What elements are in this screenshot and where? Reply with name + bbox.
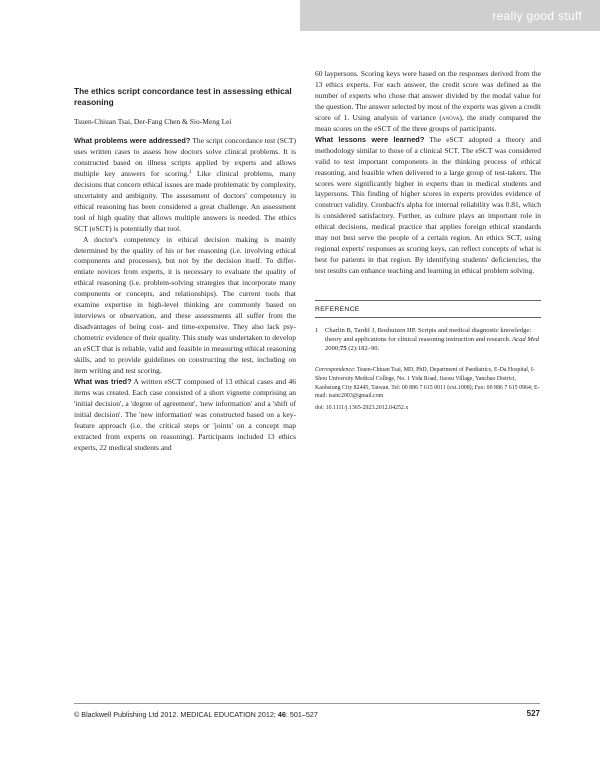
reference-text [325,326,541,353]
paragraph-problems [74,136,296,235]
reference-number: 1 [315,327,319,335]
section-banner [300,0,600,31]
correspondence-text: : Tsuen-Chiuan Tsai, MD, PhD, Department of Paediatrics, E-Da Hospital, I-Shou University Medical College, No. 1 Yida Road, Jiaosu Village, Yanchao District, Kaohsiung City 82445, Taiwan. Tel: 00 886 7 615 0011 (ext.1008); Fax: 00 886 7 615 0964; E-mail: tsaitc2003@gmail.com [315,367,540,400]
heading-lessons: What lessons were learned? [315,134,425,144]
reference-citation: Charlin B, Tardif J, Boshuizen HP. Scripts and medical diagnostic knowledge: theory and applications for clinical reasoning instruction and research. [325,327,532,344]
paragraph-text: A written eSCT composed of 13 ethical cases and 46 items was created. Each case consisted of a short vignette comprising an 'initial decision', a 'degree of agreement', 'new information' and a 'shift of initial decision'. The 'new information' was constructed based on a key-feature approach (i.e. the critical steps or 'joints' on a concept map extracted from experts on reasoning). Participants included 13 ethics experts, 22 medical students and [74,376,296,452]
paragraph-text: 60 laypersons. Scoring keys were based on the responses derived from the 13 ethics experts. For each answer, the credit score was defined as the number of experts who chose that answer divided by the modal value for the question. The answer selected by most of the experts was given a credit score of 1. Using analysis of variance ( [315,69,541,122]
paragraph-scoring [315,69,541,135]
doi[interactable]: doi: 10.1111/j.1365-2923.2012.04252.x [315,404,409,411]
heading-problems: What problems were addressed? [74,136,191,145]
article-title: The ethics script concordance test in assessing ethical reasoning [74,86,292,107]
paragraph-competency: A doctor's competency in ethical decision making is mainly determined by the quality of his or her reasoning (i.e. involving ethical components and processes), but not by the decision itself. To differ-entiate novices from experts, it is necessary to evaluate the quality of ethical reasoning (i.e. problem-solving strategies that incorporate many components or concepts, and relationships). The current tools that examine expertise in high-level thinking are commonly based on interviews or observation, and these assessments all suffer from the disadvantages of being cost- and time-expensive. They also lack psy-chometric evidence of their quality. This study was undertaken to develop an eSCT that is reliable, valid and feasible in measuring ethical reasoning skills, and to provide guidelines on constructing the test, including on item writing and test scoring. [74,234,296,376]
footer-copyright [74,710,318,719]
heading-tried: What was tried? [74,376,132,386]
paragraph-text: ), the study compared the mean scores on the eSCT of the three groups of participants. [315,112,541,133]
copyright-text: © Blackwell Publishing Ltd 2012. MEDICAL EDUCATION 2012; [74,710,278,719]
left-column [74,86,296,454]
correspondence-label: Correspondence [315,367,354,374]
paragraph-text: The script concordance test (SCT) uses written cases to assess how doctors solve clinical problems. It is constructed based on illness scripts applied by experts and allows multiple key answers for scoring. [74,136,296,178]
article-authors: Tsuen-Chiuan Tsai, Der-Fang Chen & Sio-Meng Lei [74,117,232,126]
paragraph-text: Like clinical problems, many decisions that concern ethical issues are made problematic by complexity, uncertainty and ambiguity. The assessment of doctors' competency in ethical reasoning has been considered a great challenge. An assessment tool of high quality that allows multiple answers is needed. The ethics SCT (eSCT) is potentially that tool. [74,168,297,233]
footer-divider [74,703,540,704]
reference-year: 2000; [325,345,341,353]
reference-divider-bottom [315,317,541,318]
footer-volume: 46 [277,710,286,719]
paragraph-text: The eSCT adopted a theory and methodology similar to those of a clinical SCT. The eSCT was considered valid to test important components in the thinking process of ethical reasoning, and feasible when delivered to a large group of test-takers. The scores were significantly higher in experts than in medical students and laypersons. This finding of higher scores in experts provides evidence of construct validity. Cronbach's alpha for internal reliability was 0.81, which is considered satisfactory. Further, as culture plays an important role in ethical decisions, medical practice that applies foreign ethical standards may not best serve the people of a certain region. An ethics SCT, using regional experts' responses as scoring keys, can reflect concepts of what is best for patients in that region. By identifying students' deficiencies, the test results can enhance teaching and learning in ethical problem solving. [315,134,541,276]
references-heading: REFERENCE [315,306,360,314]
paragraph-tried [74,377,296,454]
anova-term: anova [441,112,460,122]
footer-pages: : 501–527 [285,710,318,719]
page-number: 527 [526,709,540,718]
right-column [315,69,541,412]
citation-ref[interactable]: 1 [188,169,192,175]
section-label: really good stuff [492,9,582,23]
reference-pages: (2):182–90. [346,345,380,353]
reference-volume: 75 [340,345,347,353]
reference-journal: Acad Med [512,336,540,344]
correspondence [315,366,541,400]
reference-item [315,326,541,353]
reference-divider-top [315,300,541,301]
paragraph-lessons [315,135,541,277]
